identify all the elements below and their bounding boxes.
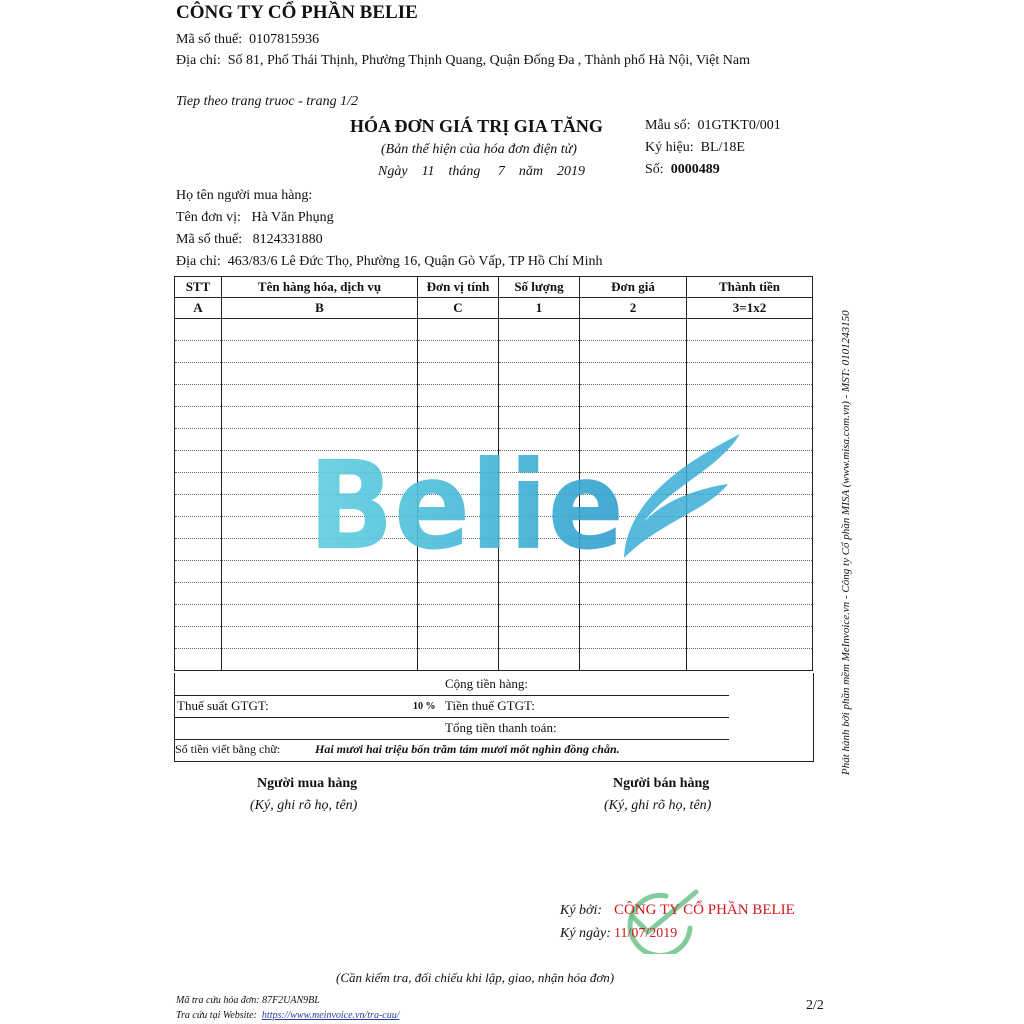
table-cell: [175, 649, 222, 671]
vertical-publisher-note: Phát hành bởi phần mềm MeInvoice.vn - Công ty Cổ phần MISA (www.misa.com.vn) - MST: 0101243150: [840, 310, 852, 775]
buyer-signature-note: (Ký, ghi rõ họ, tên): [250, 798, 358, 813]
table-cell: [418, 341, 499, 363]
buyer-unit-row: [176, 210, 334, 226]
lookup-code-row: [176, 995, 320, 1006]
header-amount: Thành tiền: [687, 277, 813, 298]
table-cell: [580, 385, 687, 407]
code-b: B: [222, 298, 418, 319]
table-cell: [687, 583, 813, 605]
table-cell: [175, 539, 222, 561]
seller-address-row: [176, 53, 750, 69]
table-row: [175, 649, 813, 671]
table-cell: [580, 363, 687, 385]
symbol-label: Ký hiệu:: [645, 140, 694, 155]
table-cell: [580, 627, 687, 649]
table-cell: [499, 583, 580, 605]
table-cell: [499, 627, 580, 649]
table-cell: [418, 605, 499, 627]
table-cell: [222, 385, 418, 407]
symbol-row: [645, 140, 745, 156]
code-1: 1: [499, 298, 580, 319]
table-cell: [499, 319, 580, 341]
table-cell: [499, 407, 580, 429]
vat-rate: 10 %: [413, 701, 436, 712]
total-goods-row: [175, 673, 729, 696]
table-cell: [418, 385, 499, 407]
seller-tax-code: 0107815936: [249, 32, 320, 47]
header-item-name: Tên hàng hóa, dịch vụ: [222, 277, 418, 298]
lookup-code: 87F2UAN9BL: [262, 995, 320, 1006]
table-cell: [175, 627, 222, 649]
table-cell: [687, 385, 813, 407]
header-unit: Đơn vị tính: [418, 277, 499, 298]
lookup-site-label: Tra cứu tại Website:: [176, 1010, 257, 1021]
seller-address: Số 81, Phố Thái Thịnh, Phường Thịnh Quang, Quận Đống Đa , Thành phố Hà Nội, Việt Nam: [227, 53, 750, 68]
seller-tax-row: [176, 32, 319, 48]
table-cell: [175, 363, 222, 385]
table-cell: [175, 561, 222, 583]
table-cell: [222, 341, 418, 363]
buyer-unit: Hà Văn Phụng: [251, 210, 334, 225]
code-3: 3=1x2: [687, 298, 813, 319]
table-cell: [222, 583, 418, 605]
table-code-row: [175, 298, 813, 319]
seller-signature-note: (Ký, ghi rõ họ, tên): [604, 798, 712, 813]
form-number: 01GTKT0/001: [697, 118, 781, 133]
table-row: [175, 341, 813, 363]
buyer-address-label: Địa chỉ:: [176, 254, 221, 269]
invoice-date: [378, 164, 585, 180]
table-cell: [175, 473, 222, 495]
table-cell: [175, 385, 222, 407]
date-ngay-label: Ngày: [378, 164, 408, 179]
belie-watermark-logo: [308, 430, 748, 570]
table-cell: [175, 407, 222, 429]
page-number: 2/2: [806, 998, 824, 1013]
table-cell: [222, 363, 418, 385]
date-month: 7: [497, 164, 505, 179]
signed-by: CÔNG TY CỔ PHẦN BELIE: [614, 902, 795, 918]
table-cell: [687, 407, 813, 429]
table-cell: [580, 605, 687, 627]
form-label: Mẫu số:: [645, 118, 691, 133]
symbol-value: BL/18E: [700, 140, 745, 155]
code-a: A: [175, 298, 222, 319]
buyer-tax-label: Mã số thuế:: [176, 232, 243, 247]
table-cell: [222, 627, 418, 649]
table-cell: [687, 605, 813, 627]
table-cell: [499, 649, 580, 671]
vat-amount-label: Tiền thuế GTGT:: [445, 698, 535, 713]
invoice-number: 0000489: [670, 162, 720, 177]
table-row: [175, 627, 813, 649]
header-quantity: Số lượng: [499, 277, 580, 298]
table-row: [175, 363, 813, 385]
date-day: 11: [421, 164, 435, 179]
date-thang-label: tháng: [448, 164, 481, 179]
table-cell: [175, 319, 222, 341]
invoice-title: HÓA ĐƠN GIÁ TRỊ GIA TĂNG: [350, 116, 603, 136]
buyer-name-label: Họ tên người mua hàng:: [176, 188, 313, 203]
table-cell: [499, 605, 580, 627]
table-header-row: [175, 277, 813, 298]
lookup-site-link[interactable]: https://www.meinvoice.vn/tra-cuu/: [261, 1010, 400, 1021]
lookup-code-label: Mã tra cứu hóa đơn:: [176, 995, 260, 1006]
table-row: [175, 319, 813, 341]
table-row: [175, 407, 813, 429]
table-cell: [175, 583, 222, 605]
total-goods-label: Cộng tiền hàng:: [445, 676, 529, 691]
table-cell: [418, 649, 499, 671]
table-cell: [175, 451, 222, 473]
check-note: (Cần kiểm tra, đối chiếu khi lập, giao, nhận hóa đơn): [336, 970, 615, 985]
amount-words: Hai mươi hai triệu bốn trăm tám mươi mốt nghìn đồng chẵn.: [315, 742, 620, 756]
table-cell: [687, 363, 813, 385]
date-nam-label: năm: [518, 164, 544, 179]
code-c: C: [418, 298, 499, 319]
table-row: [175, 583, 813, 605]
vat-rate-label: Thuế suất GTGT:: [177, 698, 269, 713]
table-cell: [580, 341, 687, 363]
table-cell: [499, 363, 580, 385]
lookup-site-row: [176, 1010, 400, 1021]
header-unit-price: Đơn giá: [580, 277, 687, 298]
header-stt: STT: [175, 277, 222, 298]
table-cell: [222, 319, 418, 341]
invoice-subtitle: (Bản thể hiện của hóa đơn điện tử): [381, 142, 577, 157]
table-cell: [580, 319, 687, 341]
table-cell: [418, 627, 499, 649]
buyer-address: 463/83/6 Lê Đức Thọ, Phường 16, Quận Gò Vấp, TP Hồ Chí Minh: [227, 254, 603, 269]
seller-signature-title: Người bán hàng: [613, 776, 710, 791]
table-cell: [222, 605, 418, 627]
buyer-tax-code: 8124331880: [252, 232, 323, 247]
form-number-row: [645, 118, 781, 134]
buyer-signature-title: Người mua hàng: [257, 776, 358, 791]
table-cell: [687, 627, 813, 649]
invoice-number-row: [645, 162, 720, 178]
table-cell: [175, 517, 222, 539]
buyer-tax-row: [176, 232, 323, 248]
table-cell: [175, 495, 222, 517]
seller-name: CÔNG TY CỔ PHẦN BELIE: [176, 2, 418, 23]
signed-date: 11/07/2019: [614, 926, 678, 941]
table-cell: [222, 649, 418, 671]
seller-address-label: Địa chỉ:: [176, 53, 221, 68]
table-cell: [687, 341, 813, 363]
signed-by-label: Ký bởi:: [560, 903, 603, 918]
grand-total-row: [175, 717, 729, 740]
table-cell: [687, 649, 813, 671]
table-cell: [687, 319, 813, 341]
watermark-text: Belie: [308, 435, 624, 570]
table-row: [175, 605, 813, 627]
vat-row: [175, 695, 729, 718]
amount-words-row: [175, 739, 813, 761]
table-cell: [418, 407, 499, 429]
table-cell: [175, 429, 222, 451]
summary-block: [174, 673, 814, 762]
table-cell: [222, 407, 418, 429]
table-cell: [499, 341, 580, 363]
grand-total-label: Tổng tiền thanh toán:: [445, 720, 557, 735]
buyer-unit-label: Tên đơn vị:: [176, 210, 241, 225]
table-cell: [175, 605, 222, 627]
table-cell: [580, 583, 687, 605]
date-year: 2019: [557, 164, 586, 179]
invoice-number-label: Số:: [645, 162, 664, 177]
table-cell: [418, 319, 499, 341]
code-2: 2: [580, 298, 687, 319]
table-cell: [499, 385, 580, 407]
buyer-address-row: [176, 254, 603, 270]
table-cell: [175, 341, 222, 363]
table-row: [175, 385, 813, 407]
signature-check-icon: [604, 886, 708, 954]
continuation-note: Tiep theo trang truoc - trang 1/2: [176, 94, 358, 109]
signed-date-label: Ký ngày:: [560, 926, 611, 941]
table-cell: [580, 407, 687, 429]
table-cell: [418, 363, 499, 385]
seller-tax-label: Mã số thuế:: [176, 32, 243, 47]
table-cell: [580, 649, 687, 671]
amount-words-label: Số tiền viết bằng chữ:: [175, 742, 281, 756]
leaf-swoosh-icon: [624, 434, 740, 558]
table-cell: [418, 583, 499, 605]
